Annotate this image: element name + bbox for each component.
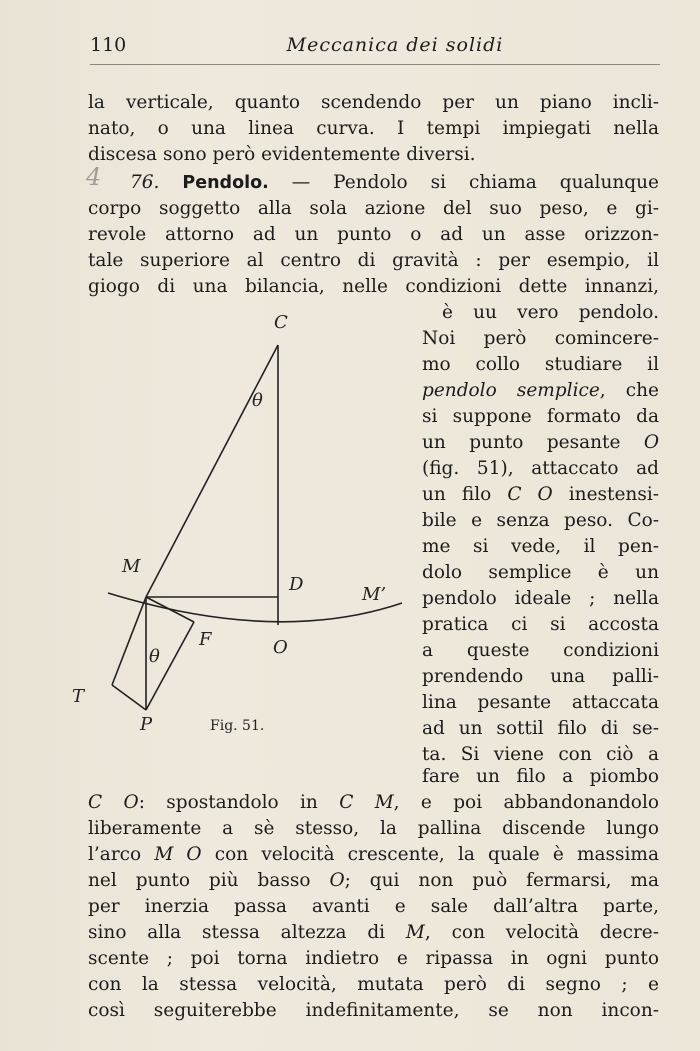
text-line: tale superiore al centro di gravità : per esempio, il <box>88 250 659 271</box>
text-fragment: , e poi abbandonandolo <box>393 792 659 813</box>
text-line: per inerzia passa avanti e sale dall’altra parte, <box>88 896 659 917</box>
section-number: 76. <box>130 172 160 193</box>
text-line: giogo di una bilancia, nelle condizioni dette innanzi, <box>88 276 659 297</box>
text-fragment: , che <box>599 380 659 401</box>
text-line: corpo soggetto alla sola azione del suo peso, e gi- <box>88 198 659 219</box>
italic-term: pendolo semplice <box>422 380 600 401</box>
text-line: pendolo ideale ; nella <box>422 588 659 609</box>
label-m-prime: M’ <box>362 584 387 605</box>
text-line: si suppone formato da <box>422 406 659 427</box>
label-t: T <box>72 686 85 707</box>
text-line <box>422 378 659 404</box>
text-fragment: l’arco <box>88 844 142 865</box>
text-line <box>88 868 659 894</box>
text-line: discesa sono però evidentemente diversi. <box>88 144 476 165</box>
text-fragment: ; qui non può fermarsi, ma <box>344 870 659 891</box>
pendulum-diagram <box>62 300 422 760</box>
symbol: C M <box>339 792 394 813</box>
label-p: P <box>140 714 153 735</box>
text-fragment: : spostandolo in <box>138 792 318 813</box>
text-line <box>422 430 659 456</box>
text-fragment: inestensi- <box>552 484 659 505</box>
section-title: Pendolo. <box>182 173 269 193</box>
label-c: C <box>274 312 288 333</box>
text-line <box>88 842 659 868</box>
displaced-string-cm <box>146 345 278 597</box>
label-d: D <box>289 574 304 595</box>
text-fragment: nel punto più basso <box>88 870 311 891</box>
text-line: bile e senza peso. Co- <box>422 510 659 531</box>
label-m: M <box>122 556 141 577</box>
text-line: così seguiterebbe indefinitamente, se non incon- <box>88 1000 659 1021</box>
text-fragment: sino alla stessa altezza di <box>88 922 386 943</box>
text-line: me si vede, il pen- <box>422 536 659 557</box>
direction-mf <box>146 597 194 622</box>
text-line: è uu vero pendolo. <box>442 302 659 323</box>
text-line <box>88 790 659 816</box>
text-line: a queste condizioni <box>422 640 659 661</box>
component-tp <box>112 685 146 710</box>
symbol: O <box>329 870 345 891</box>
text-line: (fig. 51), attaccato ad <box>422 458 659 479</box>
text-line: Noi però comincere- <box>422 328 659 349</box>
text-line: ta. Si viene con ciò a <box>422 744 659 765</box>
text-fragment: con velocità crescente, la quale è massima <box>214 844 659 865</box>
symbol: M <box>405 922 425 943</box>
text-line: prendendo una palli- <box>422 666 659 687</box>
section-heading-line <box>130 170 659 196</box>
text-line: nato, o una linea curva. I tempi impiegati nella <box>88 118 659 139</box>
text-line: dolo semplice è un <box>422 562 659 583</box>
pencil-annotation: 4 <box>86 163 102 191</box>
text-fragment: un punto pesante <box>422 432 621 453</box>
label-theta-bottom: θ <box>149 646 160 667</box>
pendulum-figure <box>62 300 422 760</box>
running-title: Meccanica dei solidi <box>286 34 504 56</box>
figure-caption: Fig. 51. <box>210 718 265 734</box>
text-line: con la stessa velocità, mutata però di segno ; e <box>88 974 659 995</box>
text-fragment: un filo <box>422 484 492 505</box>
text-line: lina pesante attaccata <box>422 692 659 713</box>
symbol: C O <box>507 484 553 505</box>
text-line: ad un sottil filo di se- <box>422 718 659 739</box>
text-line: scente ; poi torna indietro e ripassa in ogni punto <box>88 948 659 969</box>
text-line: la verticale, quanto scendendo per un piano incli- <box>88 92 659 113</box>
label-o: O <box>273 637 288 658</box>
page-header <box>90 34 660 65</box>
page-number: 110 <box>90 34 127 56</box>
label-theta-top: θ <box>252 390 263 411</box>
text-line: pratica ci si accosta <box>422 614 659 635</box>
text-line: liberamente a sè stesso, la pallina discende lungo <box>88 818 659 839</box>
text-line: revole attorno ad un punto o ad un asse orizzon- <box>88 224 659 245</box>
text-fragment: , con velocità decre- <box>424 922 659 943</box>
text-line <box>88 920 659 946</box>
tension-mt <box>112 597 146 685</box>
text-line: fare un filo a piombo <box>422 766 659 787</box>
label-f: F <box>199 629 212 650</box>
symbol: O <box>643 432 659 453</box>
symbol: C O <box>88 792 139 813</box>
text-fragment: — Pendolo si chiama qualunque <box>268 172 659 193</box>
text-line: mo collo studiare il <box>422 354 659 375</box>
symbol: M O <box>154 844 202 865</box>
text-line <box>422 482 659 508</box>
